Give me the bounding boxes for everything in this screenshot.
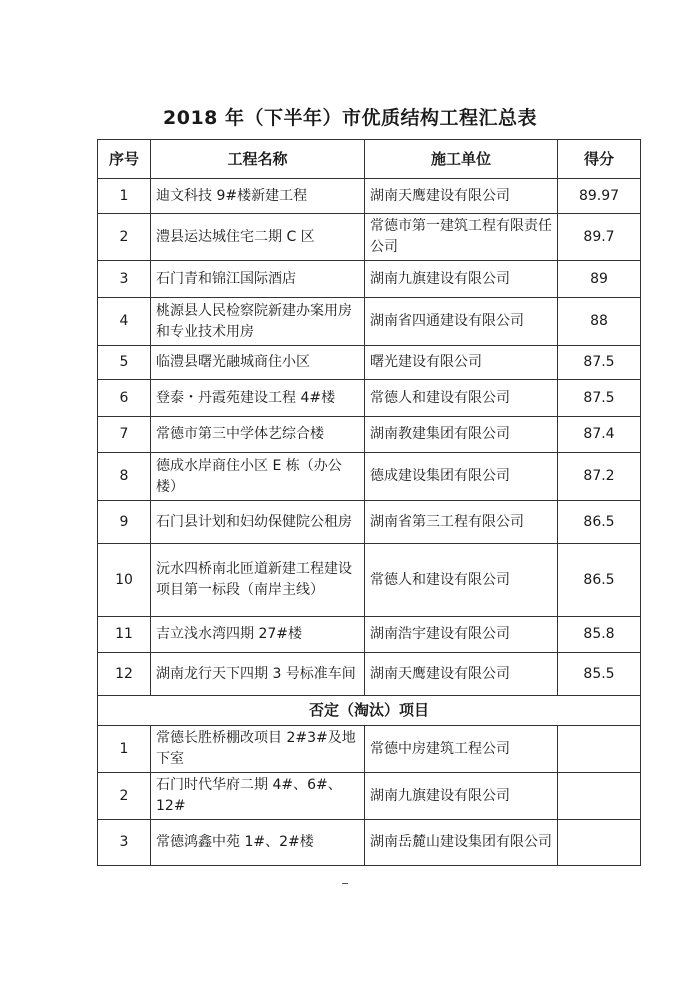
row-serial: 1 xyxy=(98,726,151,773)
table-row xyxy=(98,261,641,298)
row-serial: 7 xyxy=(98,417,151,453)
row-contractor: 常德人和建设有限公司 xyxy=(365,380,558,417)
table-row xyxy=(98,346,641,380)
row-contractor: 湖南天鹰建设有限公司 xyxy=(365,653,558,696)
row-project-name: 临澧县曙光融城商住小区 xyxy=(151,346,365,380)
row-score: 85.5 xyxy=(558,653,641,696)
row-contractor: 湖南九旗建设有限公司 xyxy=(365,773,558,820)
header-serial: 序号 xyxy=(98,140,151,179)
table-row xyxy=(98,653,641,696)
row-contractor: 湖南天鹰建设有限公司 xyxy=(365,179,558,214)
row-serial: 12 xyxy=(98,653,151,696)
row-score xyxy=(558,726,641,773)
row-contractor: 湖南省四通建设有限公司 xyxy=(365,298,558,346)
row-score: 87.5 xyxy=(558,346,641,380)
header-project-name: 工程名称 xyxy=(151,140,365,179)
table-row xyxy=(98,417,641,453)
row-serial: 10 xyxy=(98,544,151,617)
header-score: 得分 xyxy=(558,140,641,179)
row-score: 87.2 xyxy=(558,453,641,501)
row-serial: 9 xyxy=(98,501,151,544)
row-serial: 11 xyxy=(98,617,151,653)
row-contractor: 湖南岳麓山建设集团有限公司 xyxy=(365,820,558,866)
row-score xyxy=(558,773,641,820)
rejected-table-row xyxy=(98,726,641,773)
table-row xyxy=(98,298,641,346)
row-score: 89.7 xyxy=(558,214,641,261)
row-score: 89 xyxy=(558,261,641,298)
row-contractor: 常德中房建筑工程公司 xyxy=(365,726,558,773)
row-serial: 5 xyxy=(98,346,151,380)
row-score: 86.5 xyxy=(558,544,641,617)
row-contractor: 常德人和建设有限公司 xyxy=(365,544,558,617)
row-score: 89.97 xyxy=(558,179,641,214)
row-contractor: 德成建设集团有限公司 xyxy=(365,453,558,501)
rejected-section-title: 否定（淘汰）项目 xyxy=(98,696,641,726)
row-project-name: 石门县计划和妇幼保健院公租房 xyxy=(151,501,365,544)
row-project-name: 常德市第三中学体艺综合楼 xyxy=(151,417,365,453)
header-contractor: 施工单位 xyxy=(365,140,558,179)
table-header-row xyxy=(98,140,641,179)
row-project-name: 桃源县人民检察院新建办案用房和专业技术用房 xyxy=(151,298,365,346)
row-serial: 3 xyxy=(98,261,151,298)
rejected-table-row xyxy=(98,773,641,820)
row-contractor: 曙光建设有限公司 xyxy=(365,346,558,380)
row-serial: 3 xyxy=(98,820,151,866)
row-serial: 6 xyxy=(98,380,151,417)
table-row xyxy=(98,617,641,653)
row-project-name: 常德鸿鑫中苑 1#、2#楼 xyxy=(151,820,365,866)
row-project-name: 吉立浅水湾四期 27#楼 xyxy=(151,617,365,653)
summary-table xyxy=(97,139,641,866)
row-score: 87.5 xyxy=(558,380,641,417)
row-project-name: 登泰・丹霞苑建设工程 4#楼 xyxy=(151,380,365,417)
row-project-name: 石门时代华府二期 4#、6#、12# xyxy=(151,773,365,820)
row-serial: 8 xyxy=(98,453,151,501)
table-row xyxy=(98,544,641,617)
row-score xyxy=(558,820,641,866)
page-title: 2018 年（下半年）市优质结构工程汇总表 xyxy=(163,107,537,129)
row-project-name: 常德长胜桥棚改项目 2#3#及地下室 xyxy=(151,726,365,773)
row-project-name: 澧县运达城住宅二期 C 区 xyxy=(151,214,365,261)
row-score: 87.4 xyxy=(558,417,641,453)
row-serial: 2 xyxy=(98,214,151,261)
row-contractor: 湖南省第三工程有限公司 xyxy=(365,501,558,544)
rejected-table-row xyxy=(98,820,641,866)
row-score: 88 xyxy=(558,298,641,346)
table-row xyxy=(98,453,641,501)
row-project-name: 石门青和锦江国际酒店 xyxy=(151,261,365,298)
row-project-name: 德成水岸商住小区 E 栋（办公楼） xyxy=(151,453,365,501)
row-serial: 2 xyxy=(98,773,151,820)
table-row xyxy=(98,214,641,261)
row-project-name: 沅水四桥南北匝道新建工程建设项目第一标段（南岸主线） xyxy=(151,544,365,617)
row-score: 86.5 xyxy=(558,501,641,544)
table-row xyxy=(98,380,641,417)
scan-mark xyxy=(342,883,348,884)
table-row xyxy=(98,501,641,544)
row-serial: 4 xyxy=(98,298,151,346)
row-contractor: 湖南教建集团有限公司 xyxy=(365,417,558,453)
row-project-name: 迪文科技 9#楼新建工程 xyxy=(151,179,365,214)
table-row xyxy=(98,179,641,214)
row-contractor: 常德市第一建筑工程有限责任公司 xyxy=(365,214,558,261)
row-project-name: 湖南龙行天下四期 3 号标准车间 xyxy=(151,653,365,696)
row-contractor: 湖南浩宇建设有限公司 xyxy=(365,617,558,653)
row-score: 85.8 xyxy=(558,617,641,653)
row-contractor: 湖南九旗建设有限公司 xyxy=(365,261,558,298)
row-serial: 1 xyxy=(98,179,151,214)
rejected-section-row xyxy=(98,696,641,726)
